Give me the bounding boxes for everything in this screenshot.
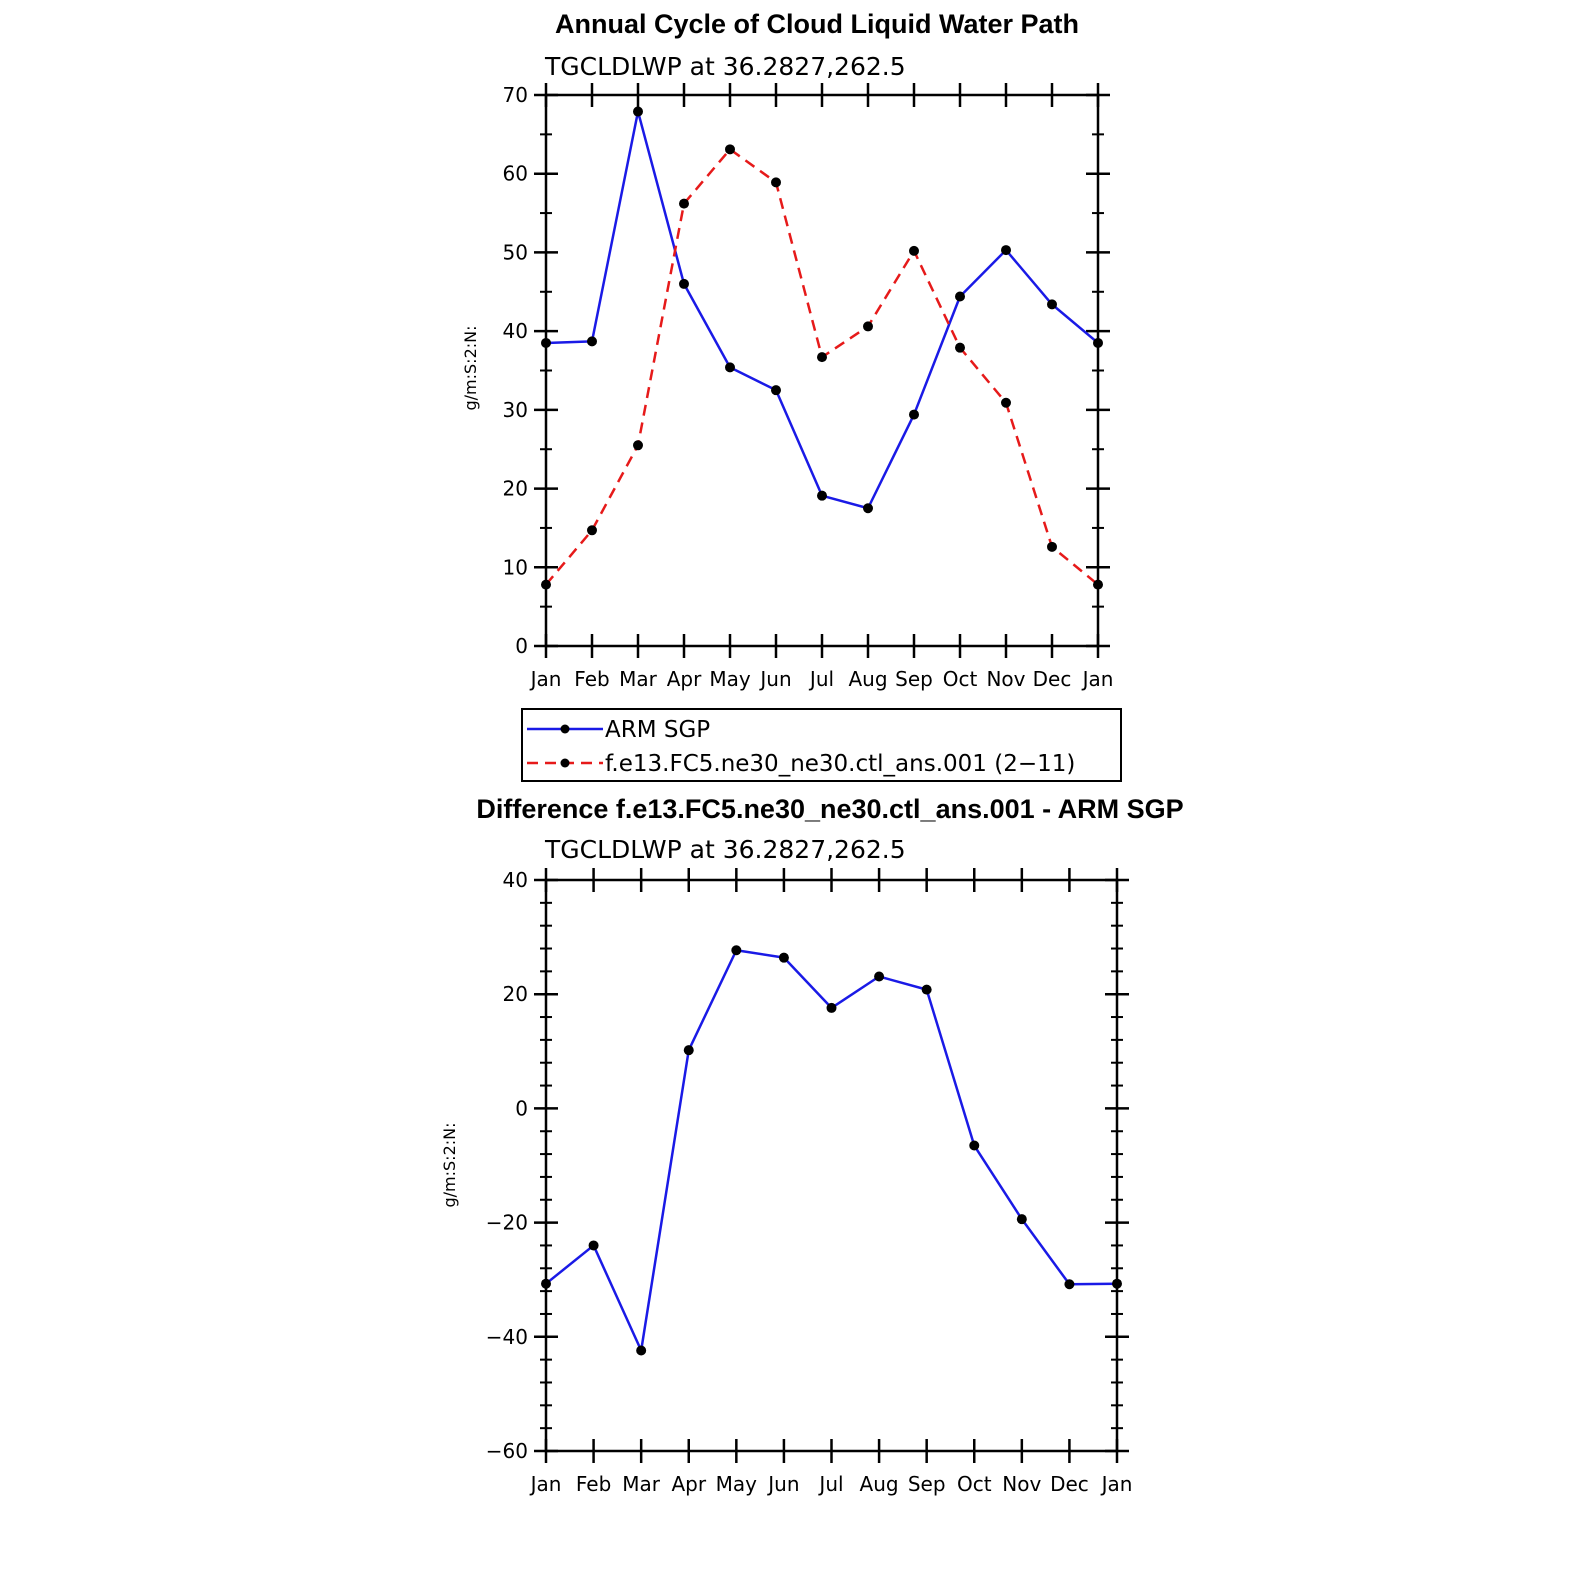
legend-label-model: f.e13.FC5.ne30_ne30.ctl_ans.001 (2−11) [605, 751, 1076, 777]
data-point [679, 279, 689, 289]
data-point [863, 503, 873, 513]
y-tick-label: −40 [485, 1324, 528, 1349]
data-point [587, 525, 597, 535]
chart-title: Difference f.e13.FC5.ne30_ne30.ctl_ans.001 - ARM SGP [476, 794, 1184, 824]
x-tick-label: Nov [986, 667, 1026, 691]
data-point [909, 410, 919, 420]
y-axis-label: g/m:S:2:N: [461, 325, 480, 411]
chart-title: Annual Cycle of Cloud Liquid Water Path [554, 9, 1080, 39]
x-tick-label: Aug [848, 667, 888, 691]
data-point [922, 985, 932, 995]
data-point [1064, 1279, 1074, 1289]
x-tick-label: Jul [809, 667, 835, 691]
x-tick-label: Sep [907, 1472, 946, 1496]
data-point [541, 1279, 551, 1289]
y-tick-label: 50 [502, 240, 528, 265]
data-point [955, 292, 965, 302]
plot-frame [546, 880, 1117, 1451]
x-tick-label: Nov [1002, 1472, 1042, 1496]
data-point [909, 246, 919, 256]
y-tick-label: −60 [485, 1439, 528, 1463]
x-tick-label: Sep [895, 667, 933, 691]
y-tick-label: 0 [515, 1096, 528, 1121]
y-tick-label: 40 [502, 319, 528, 344]
data-point [779, 953, 789, 963]
x-tick-label: Mar [619, 667, 657, 691]
data-point [817, 491, 827, 501]
data-point [541, 338, 551, 348]
x-tick-label: Mar [622, 1472, 661, 1496]
x-tick-label: Oct [956, 1472, 992, 1496]
data-point [1001, 398, 1011, 408]
series-line-1 [546, 149, 1098, 584]
y-axis-label: g/m:S:2:N: [440, 1122, 459, 1208]
series-line-0 [546, 112, 1098, 509]
data-point [633, 440, 643, 450]
y-tick-label: 10 [502, 555, 528, 580]
y-tick-label: 20 [502, 982, 528, 1007]
x-tick-label: Jan [1082, 667, 1114, 691]
data-point [771, 385, 781, 395]
data-point [1093, 338, 1103, 348]
y-tick-label: 30 [502, 397, 528, 422]
data-point [684, 1045, 694, 1055]
data-point [636, 1346, 646, 1356]
data-point [679, 199, 689, 209]
data-point [725, 144, 735, 154]
x-tick-label: Apr [671, 1472, 707, 1496]
y-tick-label: 0 [515, 634, 528, 658]
plot-frame [546, 95, 1098, 646]
data-point [1112, 1279, 1122, 1289]
data-point [1001, 245, 1011, 255]
y-tick-label: 60 [502, 161, 528, 186]
x-tick-label: Apr [666, 667, 702, 691]
data-point [541, 580, 551, 590]
data-point [771, 177, 781, 187]
legend-label-arm-sgp: ARM SGP [605, 717, 711, 743]
x-tick-label: Oct [942, 667, 978, 691]
x-tick-label: Jun [760, 667, 792, 691]
x-tick-label: Jan [1101, 1472, 1133, 1496]
data-point [863, 321, 873, 331]
y-tick-label: 70 [502, 83, 528, 107]
data-point [955, 343, 965, 353]
y-tick-label: 20 [502, 476, 528, 501]
x-tick-label: Jan [530, 1472, 562, 1496]
chart-subtitle: TGCLDLWP at 36.2827,262.5 [545, 52, 906, 81]
data-point [587, 336, 597, 346]
legend-marker-model [561, 759, 570, 768]
x-tick-label: Jun [768, 1472, 800, 1496]
annual-cycle-panel [461, 9, 1113, 691]
x-tick-label: Jan [530, 667, 562, 691]
x-tick-label: Jul [819, 1472, 844, 1496]
data-point [731, 945, 741, 955]
data-point [1047, 542, 1057, 552]
x-tick-label: Dec [1050, 1472, 1089, 1496]
x-tick-label: Feb [575, 1472, 612, 1496]
data-point [817, 352, 827, 362]
data-point [1093, 580, 1103, 590]
data-point [969, 1141, 979, 1151]
chart-subtitle: TGCLDLWP at 36.2827,262.5 [545, 835, 906, 864]
x-tick-label: May [709, 667, 751, 691]
legend [522, 709, 1121, 781]
data-point [827, 1003, 837, 1013]
x-tick-label: Dec [1032, 667, 1072, 691]
data-point [874, 971, 884, 981]
data-point [633, 107, 643, 117]
data-point [725, 362, 735, 372]
data-point [1017, 1214, 1027, 1224]
x-tick-label: Aug [859, 1472, 899, 1496]
y-tick-label: −20 [485, 1210, 528, 1235]
x-tick-label: May [715, 1472, 758, 1496]
data-point [1047, 299, 1057, 309]
y-tick-label: 40 [502, 868, 528, 892]
difference-panel [440, 794, 1184, 1496]
x-tick-label: Feb [574, 667, 610, 691]
legend-marker-arm-sgp [561, 725, 570, 734]
data-point [589, 1240, 599, 1250]
